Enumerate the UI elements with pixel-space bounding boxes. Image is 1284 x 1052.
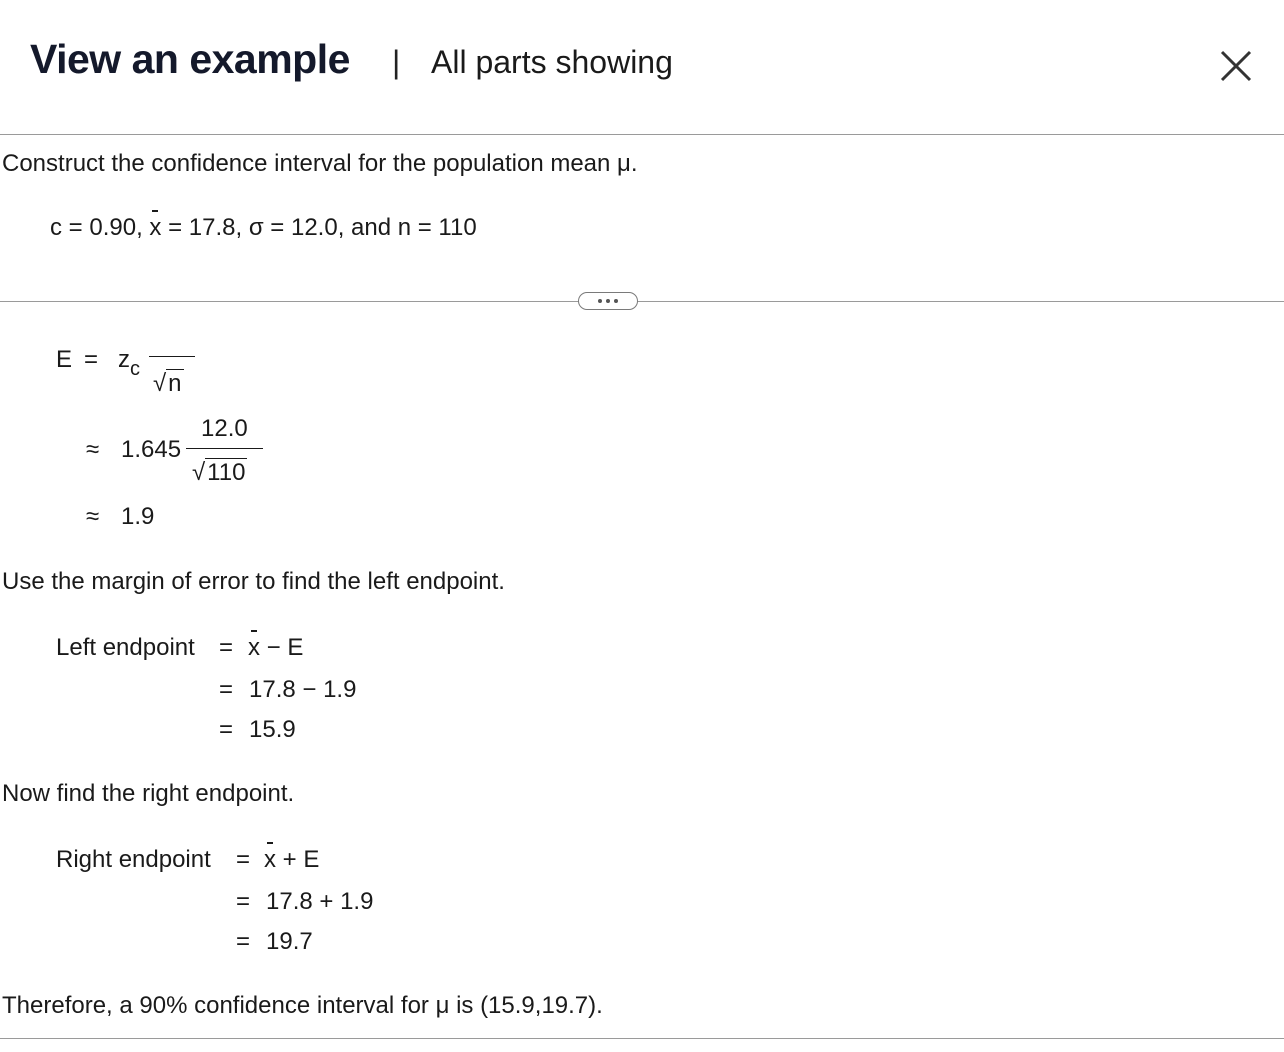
right-formula-rest: + E [282,846,320,873]
close-icon [1214,46,1258,86]
conclusion: Therefore, a 90% confidence interval for μ is (15.9,19.7). [2,992,603,1019]
left-endpoint-label: Left endpoint [56,634,195,661]
dot [614,299,618,303]
zc-value: 1.645 [121,436,182,463]
xbar-symbol: x [149,214,162,241]
n-symbol: n [168,370,182,397]
dot [598,299,602,303]
right-step1: 17.8 + 1.9 [266,888,374,915]
sqrt-symbol: √ [192,459,206,486]
left-formula [248,634,303,662]
z-subscript: c [130,357,140,380]
right-endpoint-label: Right endpoint [56,846,211,873]
section-divider [0,301,1284,302]
problem-statement: Construct the confidence interval for the population mean μ. [2,150,638,177]
footer-divider [0,1038,1284,1039]
left-endpoint-instruction: Use the margin of error to find the left endpoint. [2,568,505,595]
given-sigma-n: σ = 12.0, and n = 110 [248,214,477,241]
left-eq: = [219,676,234,703]
title-separator: | [392,44,401,80]
dot [606,299,610,303]
moe-lhs: E [56,346,73,373]
right-eq: = [236,928,251,955]
z-letter: z [118,346,130,373]
fraction-line [149,356,195,357]
numerator: 12.0 [201,415,248,442]
left-eq: = [219,634,234,661]
xbar-symbol: x [248,634,260,661]
given-c: c = 0.90, [50,214,143,241]
right-formula [264,846,319,874]
left-step2: 15.9 [249,716,296,743]
sqrt-symbol: √ [153,370,167,397]
approx-symbol: ≈ [86,503,100,530]
left-eq: = [219,716,234,743]
right-endpoint-instruction: Now find the right endpoint. [2,780,295,807]
xbar-symbol: x [264,846,276,873]
left-formula-rest: − E [266,634,304,661]
left-step1: 17.8 − 1.9 [249,676,357,703]
denominator-value: 110 [207,459,246,486]
header-divider [0,134,1284,135]
right-eq: = [236,888,251,915]
fraction-line [186,448,263,449]
right-eq: = [236,846,251,873]
moe-eq: = [84,346,99,373]
page-title: View an example [30,36,350,82]
zc-symbol [118,346,140,379]
moe-result: 1.9 [121,503,155,530]
parts-showing-label: All parts showing [431,44,673,80]
given-xbar: = 17.8, [168,214,243,241]
given-values [50,214,477,242]
sqrt-n [153,370,184,398]
expand-button[interactable] [578,292,638,310]
denominator [192,459,247,487]
right-step2: 19.7 [266,928,313,955]
approx-symbol: ≈ [86,436,100,463]
close-button[interactable] [1214,46,1258,86]
